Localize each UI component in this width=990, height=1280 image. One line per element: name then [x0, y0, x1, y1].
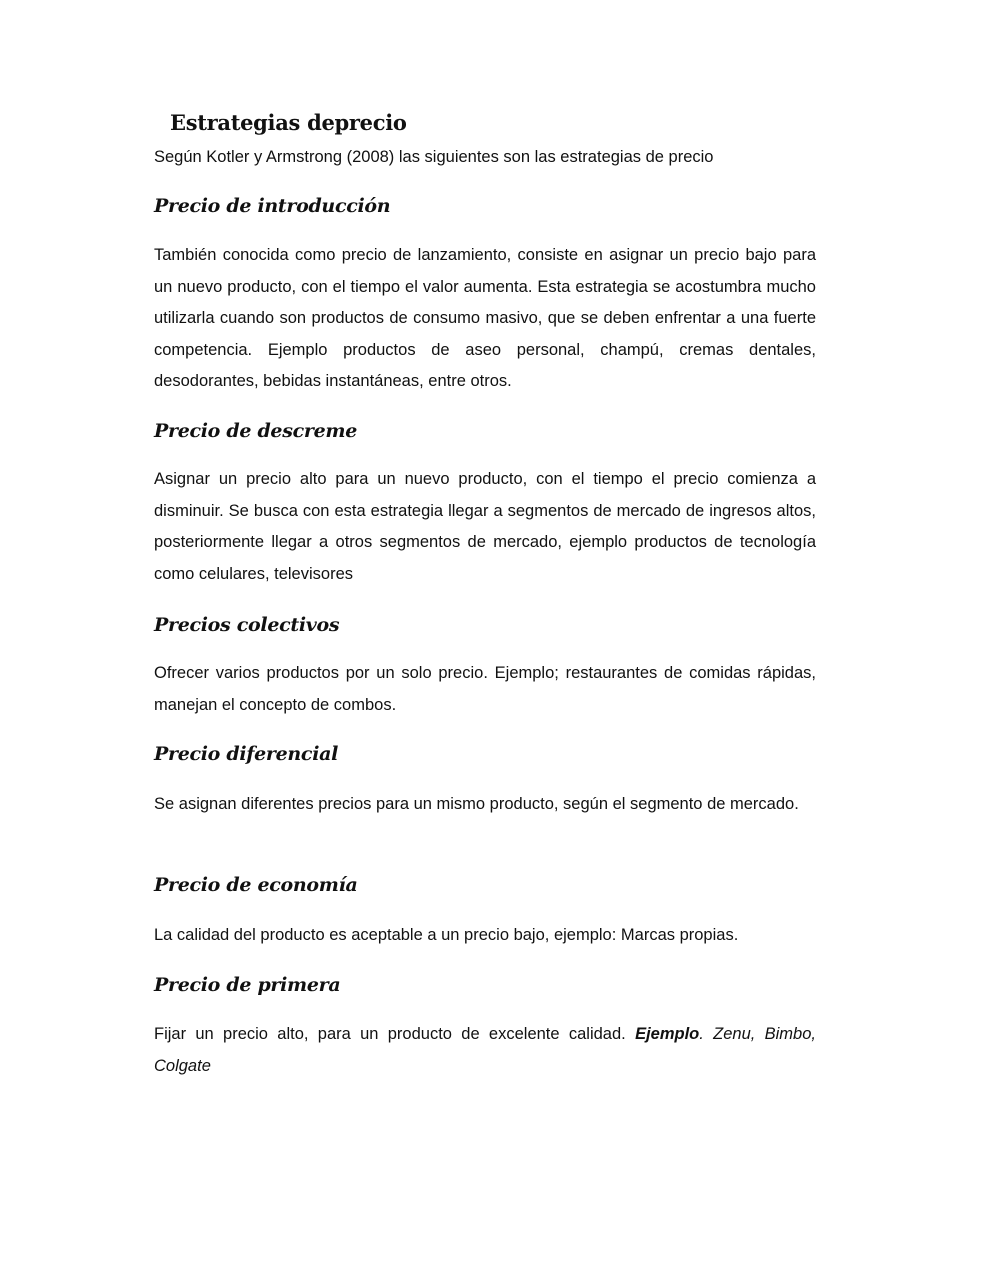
section-heading-economia: Precio de economía: [154, 874, 358, 896]
section-body-introduccion: También conocida como precio de lanzamiento, consiste en asignar un precio bajo para un nuevo producto, con el tiempo el valor aumenta. Esta estrategia se acostumbra mucho utilizarla cuando son productos de consumo masivo, que se deben enfrentar a una fuerte competencia. Ejemplo productos de aseo personal, champú, cremas dentales, desodorantes, bebidas instantáneas, entre otros.: [154, 246, 816, 390]
intro-paragraph: Según Kotler y Armstrong (2008) las siguientes son las estrategias de precio: [154, 148, 714, 166]
section-heading-descreme: Precio de descreme: [154, 420, 357, 442]
example-label: Ejemplo: [635, 1025, 700, 1043]
page-title: Estrategias deprecio: [170, 110, 407, 135]
section-heading-primera: Precio de primera: [154, 974, 341, 996]
section-heading-diferencial: Precio diferencial: [154, 743, 339, 765]
section-body-diferencial: Se asignan diferentes precios para un mismo producto, según el segmento de mercado.: [154, 795, 799, 813]
section-body-descreme: Asignar un precio alto para un nuevo producto, con el tiempo el precio comienza a disminuir. Se busca con esta estrategia llegar a segmentos de mercado de ingresos altos, posteriormente llegar a otros segmentos de mercado, ejemplo productos de tecnología como celulares, televisores: [154, 470, 816, 583]
section-body-colectivos: Ofrecer varios productos por un solo precio. Ejemplo; restaurantes de comidas rápidas, manejan el concepto de combos.: [154, 664, 816, 714]
section-body-economia: La calidad del producto es aceptable a un precio bajo, ejemplo: Marcas propias.: [154, 926, 739, 944]
example-brands: . Zenu, Bimbo, Colgate: [154, 1025, 816, 1075]
section-body-primera-text: Fijar un precio alto, para un producto de excelente calidad.: [154, 1025, 626, 1043]
section-heading-introduccion: Precio de introducción: [154, 195, 391, 217]
section-body-primera: [154, 1019, 816, 1082]
section-heading-colectivos: Precios colectivos: [154, 614, 340, 636]
